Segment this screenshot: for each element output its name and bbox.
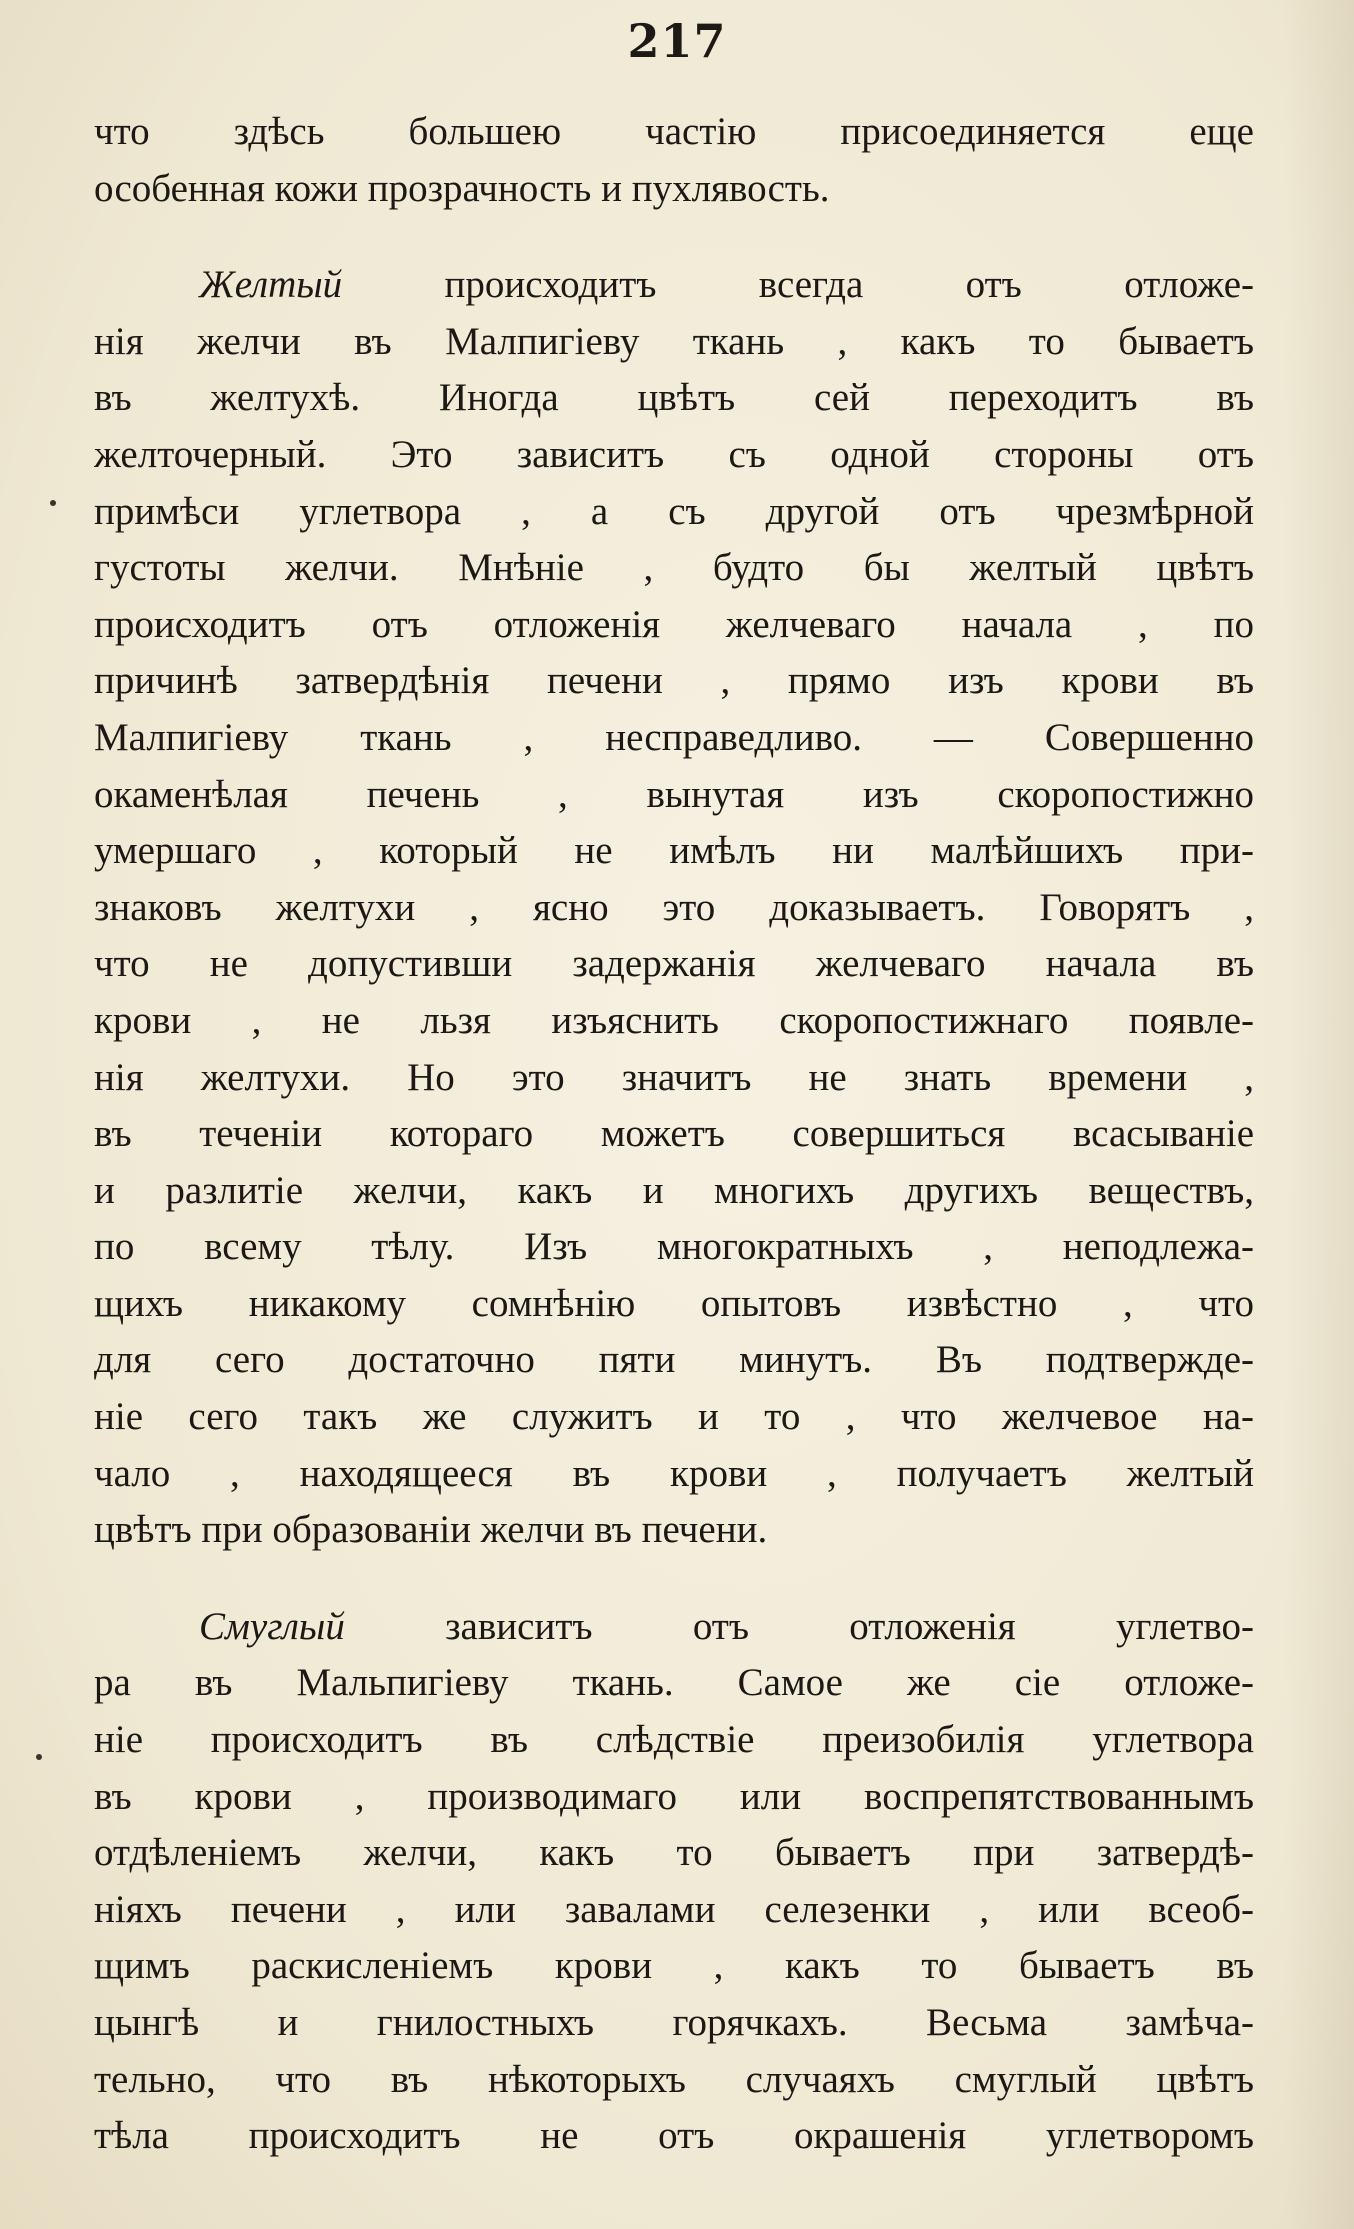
text-line: отдѣленіемъ желчи, какъ то бываетъ при затвердѣ- <box>94 1831 1254 1875</box>
text-line: умершаго , который не имѣлъ ни малѣйшихъ при- <box>94 829 1254 873</box>
paragraph-gap <box>94 217 1254 257</box>
text-line: причинѣ затвердѣнія печени , прямо изъ крови въ <box>94 659 1254 703</box>
text-line: происходитъ отъ отложенія желчеваго начала , по <box>94 602 1254 646</box>
text-line: по всему тѣлу. Изъ многократныхъ , неподлежа- <box>94 1225 1254 1269</box>
text-line: въ желтухѣ. Иногда цвѣтъ сей переходитъ въ <box>94 376 1254 420</box>
text-line: щихъ никакому сомнѣнію опытовъ извѣстно , что <box>94 1281 1254 1325</box>
paragraph-gap <box>94 1559 1254 1599</box>
text-line: ніе сего такъ же служитъ и то , что желчевое на- <box>94 1395 1254 1439</box>
text-line: примѣси углетвора , а съ другой отъ чрезмѣрной <box>94 489 1254 533</box>
text-line: цынгѣ и гнилостныхъ горячкахъ. Весьма замѣча- <box>94 2001 1254 2044</box>
text-line: крови , не льзя изъяснить скоропостижнаго появле- <box>94 998 1254 1042</box>
ink-speck <box>36 1754 42 1760</box>
text-line: тѣла происходитъ не отъ окрашенія углетворомъ <box>94 2114 1254 2158</box>
text-line: ніе происходитъ въ слѣдствіе преизобилія углетвора <box>94 1718 1254 1762</box>
text-segment: зависитъ отъ отложенія углетво- <box>445 1604 1254 1648</box>
ink-speck <box>50 500 56 506</box>
text-line: окаменѣлая печень , вынутая изъ скоропостижно <box>94 772 1254 816</box>
text-line: что здѣсь большею частію присоединяется еще <box>94 110 1254 153</box>
text-line: особенная кожи прозрачность и пухлявость. <box>94 166 830 210</box>
text-line: ніяхъ печени , или завалами селезенки , или всеоб- <box>94 1887 1254 1931</box>
page-edge-shadow <box>1284 0 1354 2229</box>
text-line: цвѣтъ при образованіи желчи въ печени. <box>94 1508 768 1552</box>
text-line: въ крови , производимаго или воспрепятствованнымъ <box>94 1774 1254 1818</box>
text-line: желточерный. Это зависитъ съ одной стороны отъ <box>94 432 1254 476</box>
page-number: 217 <box>627 14 727 68</box>
text-line: чало , находящееся въ крови , получаетъ желтый <box>94 1451 1254 1495</box>
text-line: знаковъ желтухи , ясно это доказываетъ. Говорятъ , <box>94 885 1254 929</box>
text-line: и разлитіе желчи, какъ и многихъ другихъ веществъ, <box>94 1168 1254 1212</box>
text-segment: происходитъ всегда отъ отложе- <box>444 263 1254 307</box>
text-line: въ теченіи котораго можетъ совершиться всасываніе <box>94 1112 1254 1156</box>
text-line: густоты желчи. Мнѣніе , будто бы желтый цвѣтъ <box>94 546 1254 590</box>
term-yellow: Желтый <box>199 263 343 307</box>
text-line: для сего достаточно пяти минутъ. Въ подтвержде- <box>94 1338 1254 1382</box>
text-line: что не допустивши задержанія желчеваго начала въ <box>94 942 1254 986</box>
text-line: ра въ Мальпигіеву ткань. Самое же сіе отложе- <box>94 1661 1254 1705</box>
text-line: нія желчи въ Малпигіеву ткань , какъ то бываетъ <box>94 319 1254 363</box>
text-line: тельно, что въ нѣкоторыхъ случаяхъ смуглый цвѣтъ <box>94 2057 1254 2101</box>
text-line: нія желтухи. Но это значитъ не знать времени , <box>94 1055 1254 1099</box>
text-line-first <box>94 257 1254 314</box>
term-swarthy: Смуглый <box>199 1604 345 1648</box>
body-text <box>94 104 1254 2165</box>
text-line-first <box>94 1599 1254 1656</box>
text-line: Малпигіеву ткань , несправедливо. — Совершенно <box>94 715 1254 759</box>
text-line: щимъ раскисленіемъ крови , какъ то бываетъ въ <box>94 1944 1254 1988</box>
